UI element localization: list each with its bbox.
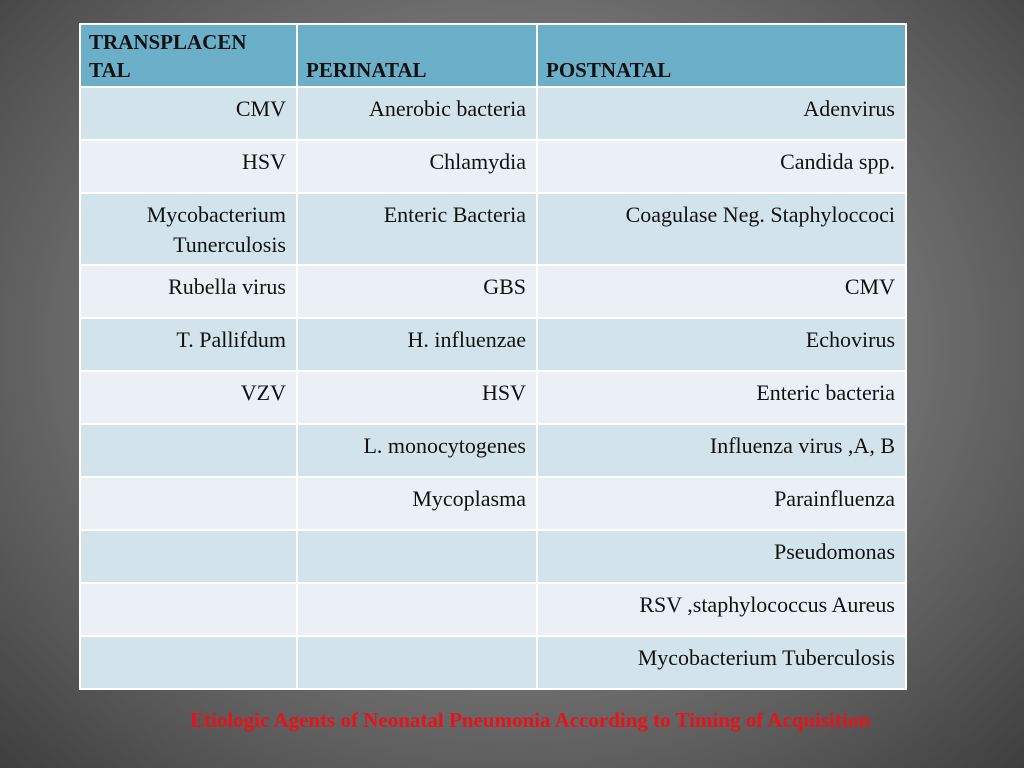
cell-transplacental: Rubella virus [80, 265, 297, 318]
table-row [80, 318, 906, 371]
cell-perinatal [297, 583, 537, 636]
cell-transplacental: CMV [80, 87, 297, 140]
cell-perinatal: HSV [297, 371, 537, 424]
cell-perinatal: L. monocytogenes [297, 424, 537, 477]
cell-postnatal: Pseudomonas [537, 530, 906, 583]
header-postnatal: POSTNATAL [537, 24, 906, 87]
header-transplacental: TRANSPLACEN TAL [80, 24, 297, 87]
table-row [80, 424, 906, 477]
cell-transplacental [80, 583, 297, 636]
table-row [80, 193, 906, 265]
cell-transplacental: Mycobacterium Tunerculosis [80, 193, 297, 265]
cell-postnatal: Echovirus [537, 318, 906, 371]
table-row [80, 477, 906, 530]
cell-perinatal: Mycoplasma [297, 477, 537, 530]
cell-perinatal: Enteric Bacteria [297, 193, 537, 265]
cell-postnatal: Coagulase Neg. Staphyloccoci [537, 193, 906, 265]
cell-postnatal: Enteric bacteria [537, 371, 906, 424]
cell-perinatal: H. influenzae [297, 318, 537, 371]
table-row [80, 265, 906, 318]
table-row [80, 87, 906, 140]
cell-transplacental [80, 477, 297, 530]
etiologic-agents-table [79, 23, 907, 690]
cell-transplacental [80, 636, 297, 689]
cell-perinatal [297, 636, 537, 689]
table-row [80, 140, 906, 193]
header-row [80, 24, 906, 87]
cell-transplacental: VZV [80, 371, 297, 424]
header-perinatal: PERINATAL [297, 24, 537, 87]
table-row [80, 583, 906, 636]
cell-perinatal: Chlamydia [297, 140, 537, 193]
cell-perinatal [297, 530, 537, 583]
slide-caption: Etiologic Agents of Neonatal Pneumonia According to Timing of Acquisition [189, 708, 871, 732]
cell-postnatal: Mycobacterium Tuberculosis [537, 636, 906, 689]
table-row [80, 636, 906, 689]
cell-perinatal: Anerobic bacteria [297, 87, 537, 140]
cell-postnatal: RSV ,staphylococcus Aureus [537, 583, 906, 636]
cell-transplacental [80, 424, 297, 477]
cell-perinatal: GBS [297, 265, 537, 318]
cell-transplacental [80, 530, 297, 583]
cell-postnatal: CMV [537, 265, 906, 318]
cell-postnatal: Parainfluenza [537, 477, 906, 530]
cell-postnatal: Influenza virus ,A, B [537, 424, 906, 477]
cell-transplacental: T. Pallifdum [80, 318, 297, 371]
table-row [80, 371, 906, 424]
cell-postnatal: Adenvirus [537, 87, 906, 140]
cell-postnatal: Candida spp. [537, 140, 906, 193]
cell-transplacental: HSV [80, 140, 297, 193]
table-row [80, 530, 906, 583]
